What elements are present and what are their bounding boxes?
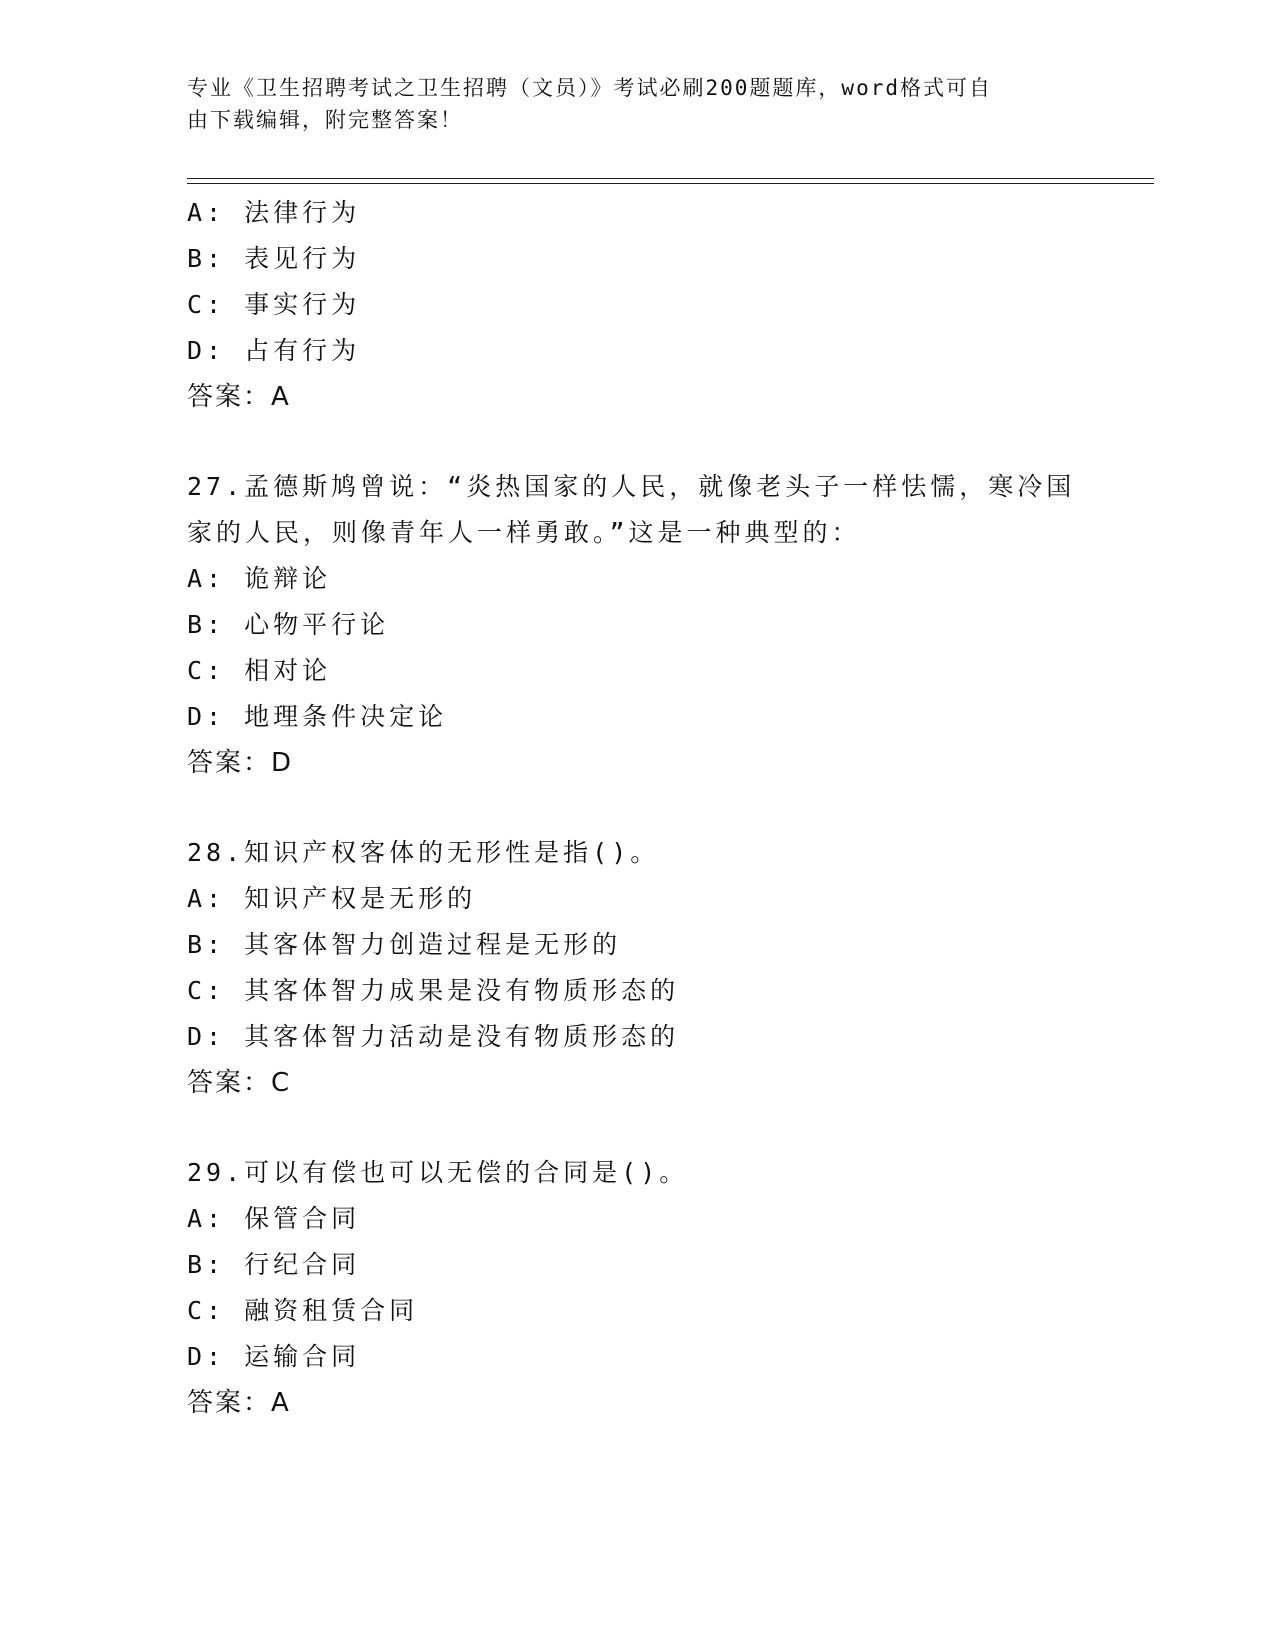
question-stem-line-1: 27.孟德斯鸠曾说：“炎热国家的人民，就像老头子一样怯懦，寒冷国 — [187, 472, 1076, 501]
option-c: C: 融资租赁合同 — [187, 1296, 419, 1325]
question-stem-line-2: 家的人民，则像青年人一样勇敢。”这是一种典型的： — [187, 518, 861, 547]
header-divider — [187, 178, 1154, 184]
header-line-2: 由下载编辑，附完整答案！ — [187, 108, 463, 132]
header-line-1: 专业《卫生招聘考试之卫生招聘（文员）》考试必刷200题题库，word格式可自 — [187, 76, 992, 100]
option-a: A: 诡辩论 — [187, 564, 332, 593]
option-c: C: 其客体智力成果是没有物质形态的 — [187, 976, 680, 1005]
option-b: B: 行纪合同 — [187, 1250, 361, 1279]
option-a: A: 保管合同 — [187, 1204, 361, 1233]
question-stem: 29.可以有偿也可以无偿的合同是()。 — [187, 1158, 689, 1187]
option-a: A: 知识产权是无形的 — [187, 884, 477, 913]
option-d: D: 运输合同 — [187, 1342, 361, 1371]
answer: 答案：A — [187, 1388, 291, 1418]
option-d: D: 占有行为 — [187, 336, 361, 365]
option-d: D: 其客体智力活动是没有物质形态的 — [187, 1022, 680, 1051]
option-b: B: 表见行为 — [187, 244, 361, 273]
question-list — [187, 190, 1087, 1426]
question-stem: 28.知识产权客体的无形性是指()。 — [187, 838, 660, 867]
question-28 — [187, 830, 1087, 1106]
option-a: A: 法律行为 — [187, 198, 361, 227]
answer: 答案：C — [187, 1068, 292, 1098]
document-header — [187, 72, 1067, 136]
option-c: C: 事实行为 — [187, 290, 361, 319]
question-26 — [187, 190, 1087, 420]
question-29 — [187, 1150, 1087, 1426]
option-b: B: 其客体智力创造过程是无形的 — [187, 930, 622, 959]
option-c: C: 相对论 — [187, 656, 332, 685]
option-b: B: 心物平行论 — [187, 610, 390, 639]
question-27 — [187, 464, 1087, 786]
answer: 答案：D — [187, 748, 294, 778]
option-d: D: 地理条件决定论 — [187, 702, 448, 731]
answer: 答案：A — [187, 382, 291, 412]
